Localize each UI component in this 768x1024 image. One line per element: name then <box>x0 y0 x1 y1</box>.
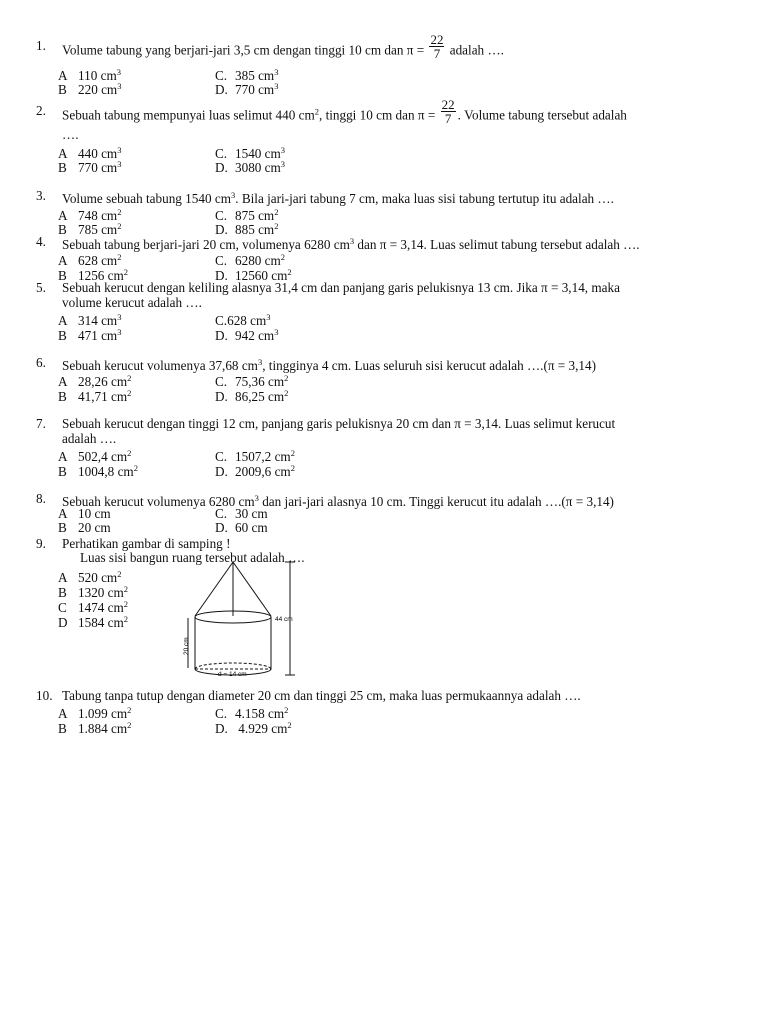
cone-right-edge <box>233 562 271 616</box>
option-d: D. 86,25 $cm^2$ <box>215 388 289 404</box>
option-b: B 1320 $cm^2$ <box>58 584 129 600</box>
option-c: C. 4.158 $cm^2$ <box>215 705 289 721</box>
option-b: B 41,71 $cm^2$ <box>58 388 132 404</box>
option-c: C 1474 $cm^2$ <box>58 599 129 615</box>
question-text: Sebuah kerucut dengan keliling alasnya 31,4 cm dan panjang garis pelukisnya 13 cm. Jika π = 3,14, maka <box>62 280 620 295</box>
question-number: 2. <box>36 103 46 118</box>
question-number: 3. <box>36 188 46 203</box>
option-b: B 220 $cm^3$ <box>58 81 122 97</box>
option-a: A 314 $cm^3$ <box>58 312 122 328</box>
option-d: D. 60 cm <box>215 520 268 535</box>
cone-left-edge <box>195 562 233 616</box>
option-c: C. 75,36 $cm^2$ <box>215 373 289 389</box>
question-number: 5. <box>36 280 46 295</box>
height-label: 44 cm <box>275 616 293 623</box>
question-number: 7. <box>36 416 46 431</box>
option-a: A 1.099 $cm^2$ <box>58 705 132 721</box>
cylinder-height-label: 20 cm <box>183 637 190 655</box>
option-d: D. 885 $cm^2$ <box>215 221 279 237</box>
option-a: A 502,4 $cm^2$ <box>58 448 132 464</box>
option-b: B 1.884 $cm^2$ <box>58 720 132 736</box>
option-a: A 28,26 $cm^2$ <box>58 373 132 389</box>
option-d: D 1584 $cm^2$ <box>58 614 129 630</box>
option-b: B 20 cm <box>58 520 111 535</box>
question-text: Sebuah tabung berjari-jari 20 cm, volumenya 6280 $cm^3$ dan π = 3,14. Luas selimut tabung tersebut adalah …. <box>62 236 640 252</box>
question-text: Volume tabung yang berjari-jari 3,5 cm dengan tinggi 10 cm dan π = $\frac{22}{7}$ adalah …. <box>62 32 504 61</box>
question-number: 4. <box>36 234 46 249</box>
question-text: Sebuah kerucut volumenya 37,68 $cm^3$, tingginya 4 cm. Luas seluruh sisi kerucut adalah ….(π = 3,14) <box>62 357 597 373</box>
option-c: C.628 $cm^3$ <box>215 312 271 328</box>
option-d: D. 3080 $cm^3$ <box>215 159 286 175</box>
option-d: D. 12560 $cm^2$ <box>215 267 292 283</box>
question-number: 10. <box>36 688 53 703</box>
question-text: Sebuah kerucut dengan tinggi 12 cm, panjang garis pelukisnya 20 cm dan π = 3,14. Luas selimut kerucut <box>62 416 616 431</box>
question-9-prompt: Luas sisi bangun ruang tersebut adalah …. <box>80 550 305 565</box>
question-text: Volume sebuah tabung 1540 $cm^3$. Bila jari-jari tabung 7 cm, maka luas sisi tabung tertutup itu adalah …. <box>62 190 614 206</box>
question-number: 9. <box>36 536 46 551</box>
question-text: Tabung tanpa tutup dengan diameter 20 cm dan tinggi 25 cm, maka luas permukaannya adalah …. <box>62 688 581 703</box>
option-c: C. 1540 $cm^3$ <box>215 145 286 161</box>
option-a: A 520 $cm^2$ <box>58 569 122 585</box>
question-number: 8. <box>36 491 46 506</box>
option-a: A 440 $cm^3$ <box>58 145 122 161</box>
question-text: Perhatikan gambar di samping ! <box>62 536 231 551</box>
option-b: B 471 $cm^3$ <box>58 327 122 343</box>
option-a: A 748 $cm^2$ <box>58 207 122 223</box>
question-text: Sebuah kerucut volumenya 6280 $cm^3$ dan jari-jari alasnya 10 cm. Tinggi kerucut itu adalah ….(π = 3,14) <box>62 493 614 509</box>
option-a: A 110 $cm^3$ <box>58 67 121 83</box>
option-b: B 785 $cm^2$ <box>58 221 122 237</box>
option-d: D. 4.929 $cm^2$ <box>215 720 292 736</box>
option-d: D. 942 $cm^3$ <box>215 327 279 343</box>
option-d: D. 2009,6 $cm^2$ <box>215 463 295 479</box>
option-a: A 628 $cm^2$ <box>58 252 122 268</box>
option-c: C. 875 $cm^2$ <box>215 207 279 223</box>
diameter-label: d = 14 cm <box>218 671 247 678</box>
option-b: B 1256 $cm^2$ <box>58 267 129 283</box>
cylinder-bottom-back <box>195 663 271 669</box>
pi-fraction: $\frac{22}{7}$ <box>430 32 444 61</box>
option-d: D. 770 $cm^3$ <box>215 81 279 97</box>
cone-cylinder-figure <box>180 558 310 683</box>
option-a: A 10 cm <box>58 506 111 521</box>
option-c: C. 1507,2 $cm^2$ <box>215 448 295 464</box>
option-c: C. 385 $cm^3$ <box>215 67 279 83</box>
pi-fraction: $\frac{22}{7}$ <box>441 97 455 126</box>
question-number: 6. <box>36 355 46 370</box>
option-c: C. 30 cm <box>215 506 268 521</box>
option-b: B 1004,8 $cm^2$ <box>58 463 138 479</box>
option-b: B 770 $cm^3$ <box>58 159 122 175</box>
question-number: 1. <box>36 38 46 53</box>
question-text: Sebuah tabung mempunyai luas selimut 440 $cm^2$, tinggi 10 cm dan π = $\frac{22}{7}$ . Volume tabung tersebut adalah <box>62 97 627 126</box>
option-c: C. 6280 $cm^2$ <box>215 252 286 268</box>
